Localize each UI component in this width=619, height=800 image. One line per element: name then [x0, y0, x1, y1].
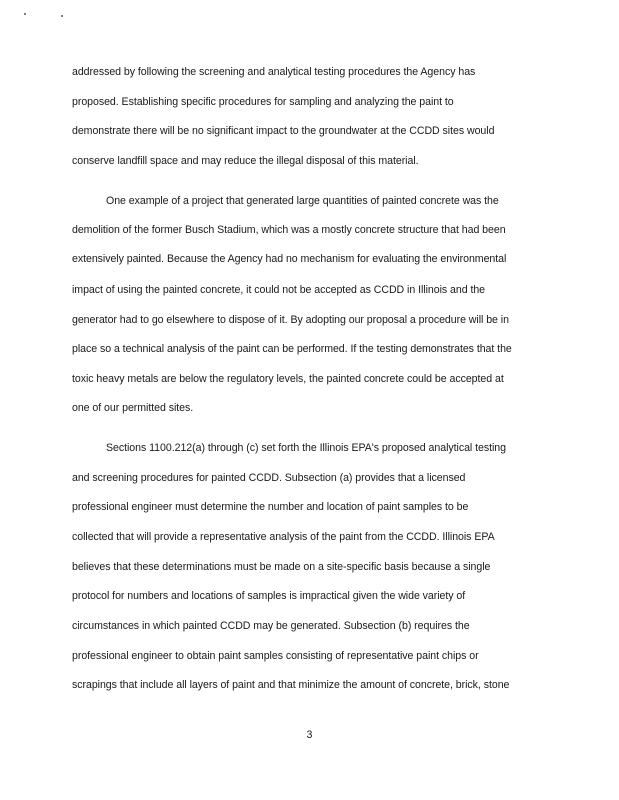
- page-number: 3: [306, 729, 313, 741]
- text-line: One example of a project that generated large quantities of painted concrete was the: [106, 195, 499, 207]
- text-line: extensively painted. Because the Agency had no mechanism for evaluating the environmental: [72, 253, 507, 265]
- text-line: conserve landfill space and may reduce the illegal disposal of this material.: [72, 155, 419, 167]
- scan-artifact: [61, 15, 63, 17]
- text-line: scrapings that include all layers of paint and that minimize the amount of concrete, brick, stone: [72, 679, 510, 691]
- text-line: impact of using the painted concrete, it could not be accepted as CCDD in Illinois and the: [72, 284, 486, 296]
- text-line: demolition of the former Busch Stadium, which was a mostly concrete structure that had been: [72, 224, 506, 236]
- text-line: generator had to go elsewhere to dispose of it. By adopting our proposal a procedure will be in: [72, 314, 509, 326]
- scan-artifact: [24, 13, 26, 15]
- text-line: protocol for numbers and locations of samples is impractical given the wide variety of: [72, 590, 466, 602]
- text-line: believes that these determinations must be made on a site-specific basis because a single: [72, 561, 491, 573]
- text-line: professional engineer to obtain paint samples consisting of representative paint chips or: [72, 650, 479, 662]
- text-line: collected that will provide a representative analysis of the paint from the CCDD. Illinois EPA: [72, 531, 495, 543]
- text-line: and screening procedures for painted CCDD. Subsection (a) provides that a licensed: [72, 472, 466, 484]
- text-line: professional engineer must determine the number and location of paint samples to be: [72, 501, 469, 513]
- text-line: Sections 1100.212(a) through (c) set forth the Illinois EPA's proposed analytical testing: [106, 442, 506, 454]
- text-line: one of our permitted sites.: [72, 402, 194, 414]
- text-line: toxic heavy metals are below the regulatory levels, the painted concrete could be accepted at: [72, 373, 504, 385]
- text-line: place so a technical analysis of the paint can be performed. If the testing demonstrates that the: [72, 343, 512, 355]
- text-line: addressed by following the screening and analytical testing procedures the Agency has: [72, 66, 476, 78]
- text-line: demonstrate there will be no significant impact to the groundwater at the CCDD sites would: [72, 125, 495, 137]
- text-line: circumstances in which painted CCDD may be generated. Subsection (b) requires the: [72, 620, 470, 632]
- text-line: proposed. Establishing specific procedures for sampling and analyzing the paint to: [72, 96, 454, 108]
